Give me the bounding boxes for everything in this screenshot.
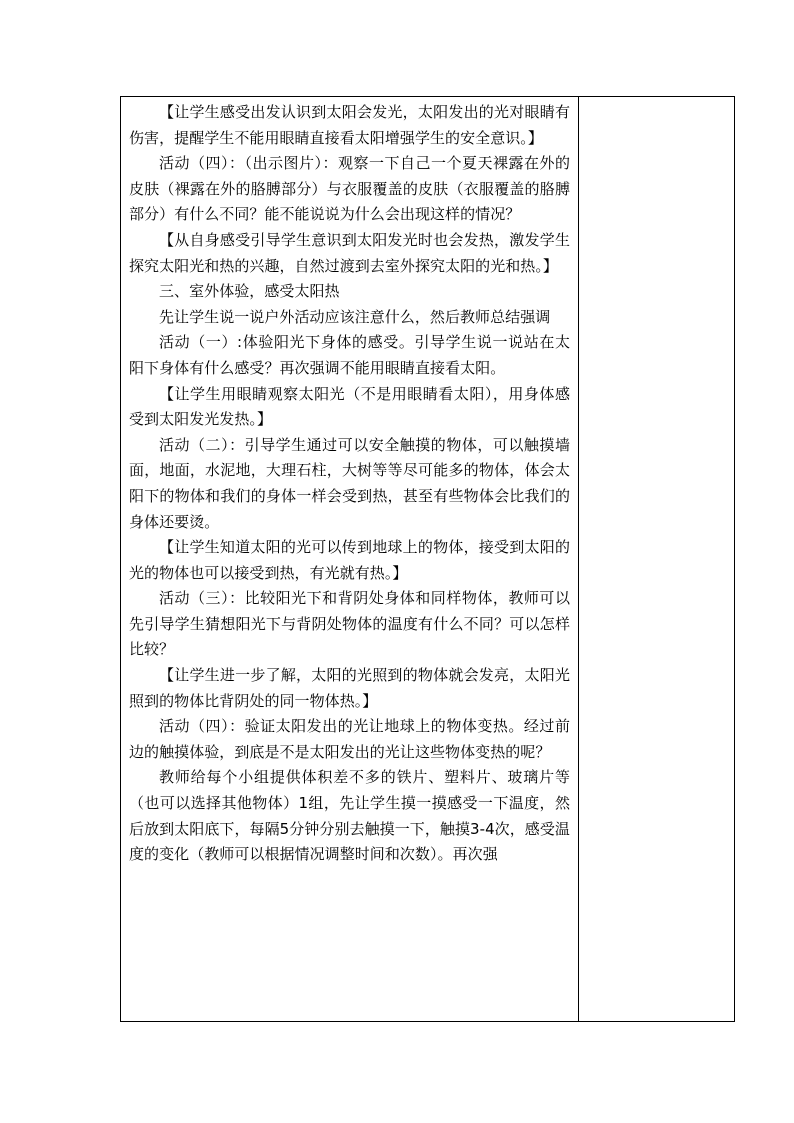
paragraph-activity-4-skin: 活动（四）：（出示图片）：观察一下自己一个夏天裸露在外的皮肤（裸露在外的胳膊部分）与衣服覆盖的皮肤（衣服覆盖的胳膊部分）有什么不同？能不能说说为什么会出现这样的情况？: [129, 154, 570, 224]
table-row: [121, 97, 735, 1022]
paragraph-outdoor-safety: 先让学生说一说户外活动应该注意什么，然后教师总结强调: [159, 307, 551, 326]
paragraph-activity-1: 活动（一）:体验阳光下身体的感受。引导学生说一说站在太阳下身体有什么感受？再次强调不能用眼睛直接看太阳。: [129, 333, 570, 377]
paragraph-heat-note: 【从自身感受引导学生意识到太阳发光时也会发热，激发学生探究太阳光和热的兴趣，自然过渡到去室外探究太阳的光和热。】: [129, 230, 570, 275]
paragraph-materials: 教师给每个小组提供体积差不多的铁片、塑料片、玻璃片等（也可以选择其他物体）1组，先让学生摸一摸感受一下温度，然后放到太阳底下，每隔5分钟分别去触摸一下，触摸3-4次，感受温度的变化（教师可以根据情况调整时间和次数）。再次强: [129, 768, 570, 864]
paragraph-activity-2: 活动（二）：引导学生通过可以安全触摸的物体，可以触摸墙面，地面，水泥地，大理石柱，大树等等尽可能多的物体，体会太阳下的物体和我们的身体一样会受到热，甚至有些物体会比我们的身体还要烫。: [129, 435, 570, 531]
lesson-plan-table: [120, 96, 735, 1022]
notes-cell: [579, 97, 735, 1022]
lesson-content-cell: [121, 97, 579, 1022]
paragraph-activity-3-note: 【让学生进一步了解，太阳的光照到的物体就会发亮，太阳光照到的物体比背阴处的同一物体热。】: [129, 666, 570, 710]
lesson-content: [121, 97, 578, 868]
paragraph-activity-1-note: 【让学生用眼睛观察太阳光（不是用眼睛看太阳），用身体感受到太阳发光发热。】: [129, 384, 570, 429]
paragraph-safety-note: 【让学生感受出发认识到太阳会发光，太阳发出的光对眼睛有伤害，提醒学生不能用眼睛直接看太阳增强学生的安全意识。】: [129, 103, 570, 147]
paragraph-activity-2-note: 【让学生知道太阳的光可以传到地球上的物体，接受到太阳的光的物体也可以接受到热，有光就有热。】: [129, 538, 570, 582]
section-heading-outdoor: 三、室外体验，感受太阳热: [159, 282, 340, 301]
paragraph-activity-3: 活动（三）：比较阳光下和背阴处身体和同样物体，教师可以先引导学生猜想阳光下与背阴处物体的温度有什么不同？可以怎样比较？: [129, 589, 570, 659]
paragraph-activity-4-verify: 活动（四）：验证太阳发出的光让地球上的物体变热。经过前边的触摸体验，到底是不是太阳发出的光让这些物体变热的呢？: [129, 717, 570, 761]
